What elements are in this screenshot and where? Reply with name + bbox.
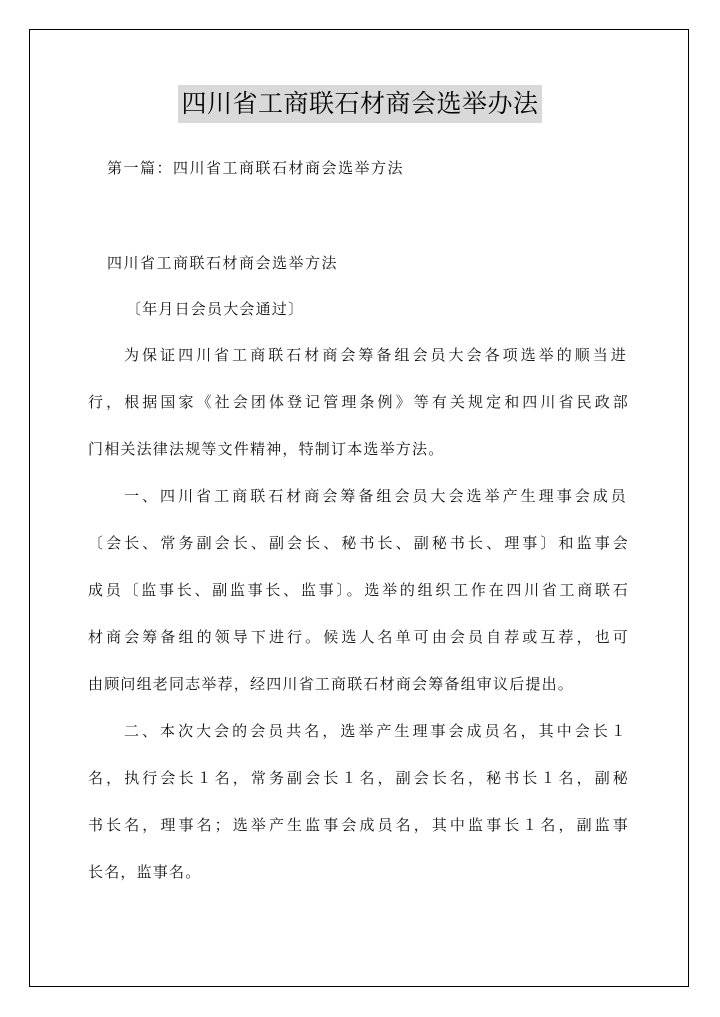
paragraph-3-line-1: 二、本次大会的会员共名，选举产生理事会成员名，其中会长１ xyxy=(124,722,627,740)
paragraph-1-line-3: 门相关法律法规等文件精神，特制订本选举方法。 xyxy=(88,440,445,458)
paragraph-3-line-2: 名，执行会长１名，常务副会长１名，副会长名，秘书长１名，副秘 xyxy=(88,769,629,787)
paragraph-3-line-3: 书长名，理事名；选举产生监事会成员名，其中监事长１名，副监事 xyxy=(88,816,629,834)
paragraph-2-line-4: 材商会筹备组的领导下进行。候选人名单可由会员自荐或互荐，也可 xyxy=(88,628,629,646)
chapter-heading: 第一篇：四川省工商联石材商会选举方法 xyxy=(107,159,405,177)
adoption-note: 〔年月日会员大会通过〕 xyxy=(126,300,305,318)
paragraph-2-line-2: 〔会长、常务副会长、副会长、秘书长、副秘书长、理事〕和监事会 xyxy=(88,534,629,552)
paragraph-1-line-2: 行，根据国家《社会团体登记管理条例》等有关规定和四川省民政部 xyxy=(88,393,629,411)
paragraph-2-line-3: 成员〔监事长、副监事长、监事〕。选举的组织工作在四川省工商联石 xyxy=(88,581,629,599)
document-title: 四川省工商联石材商会选举办法 xyxy=(178,85,541,123)
paragraph-2-line-5: 由顾问组老同志举荐，经四川省工商联石材商会筹备组审议后提出。 xyxy=(88,675,575,693)
section-subtitle: 四川省工商联石材商会选举方法 xyxy=(107,254,339,272)
paragraph-1-line-1: 为保证四川省工商联石材商会筹备组会员大会各项选举的顺当进 xyxy=(124,346,627,364)
paragraph-3-line-4: 长名，监事名。 xyxy=(88,863,202,881)
paragraph-2-line-1: 一、四川省工商联石材商会筹备组会员大会选举产生理事会成员 xyxy=(124,487,627,505)
title-block xyxy=(0,85,720,123)
